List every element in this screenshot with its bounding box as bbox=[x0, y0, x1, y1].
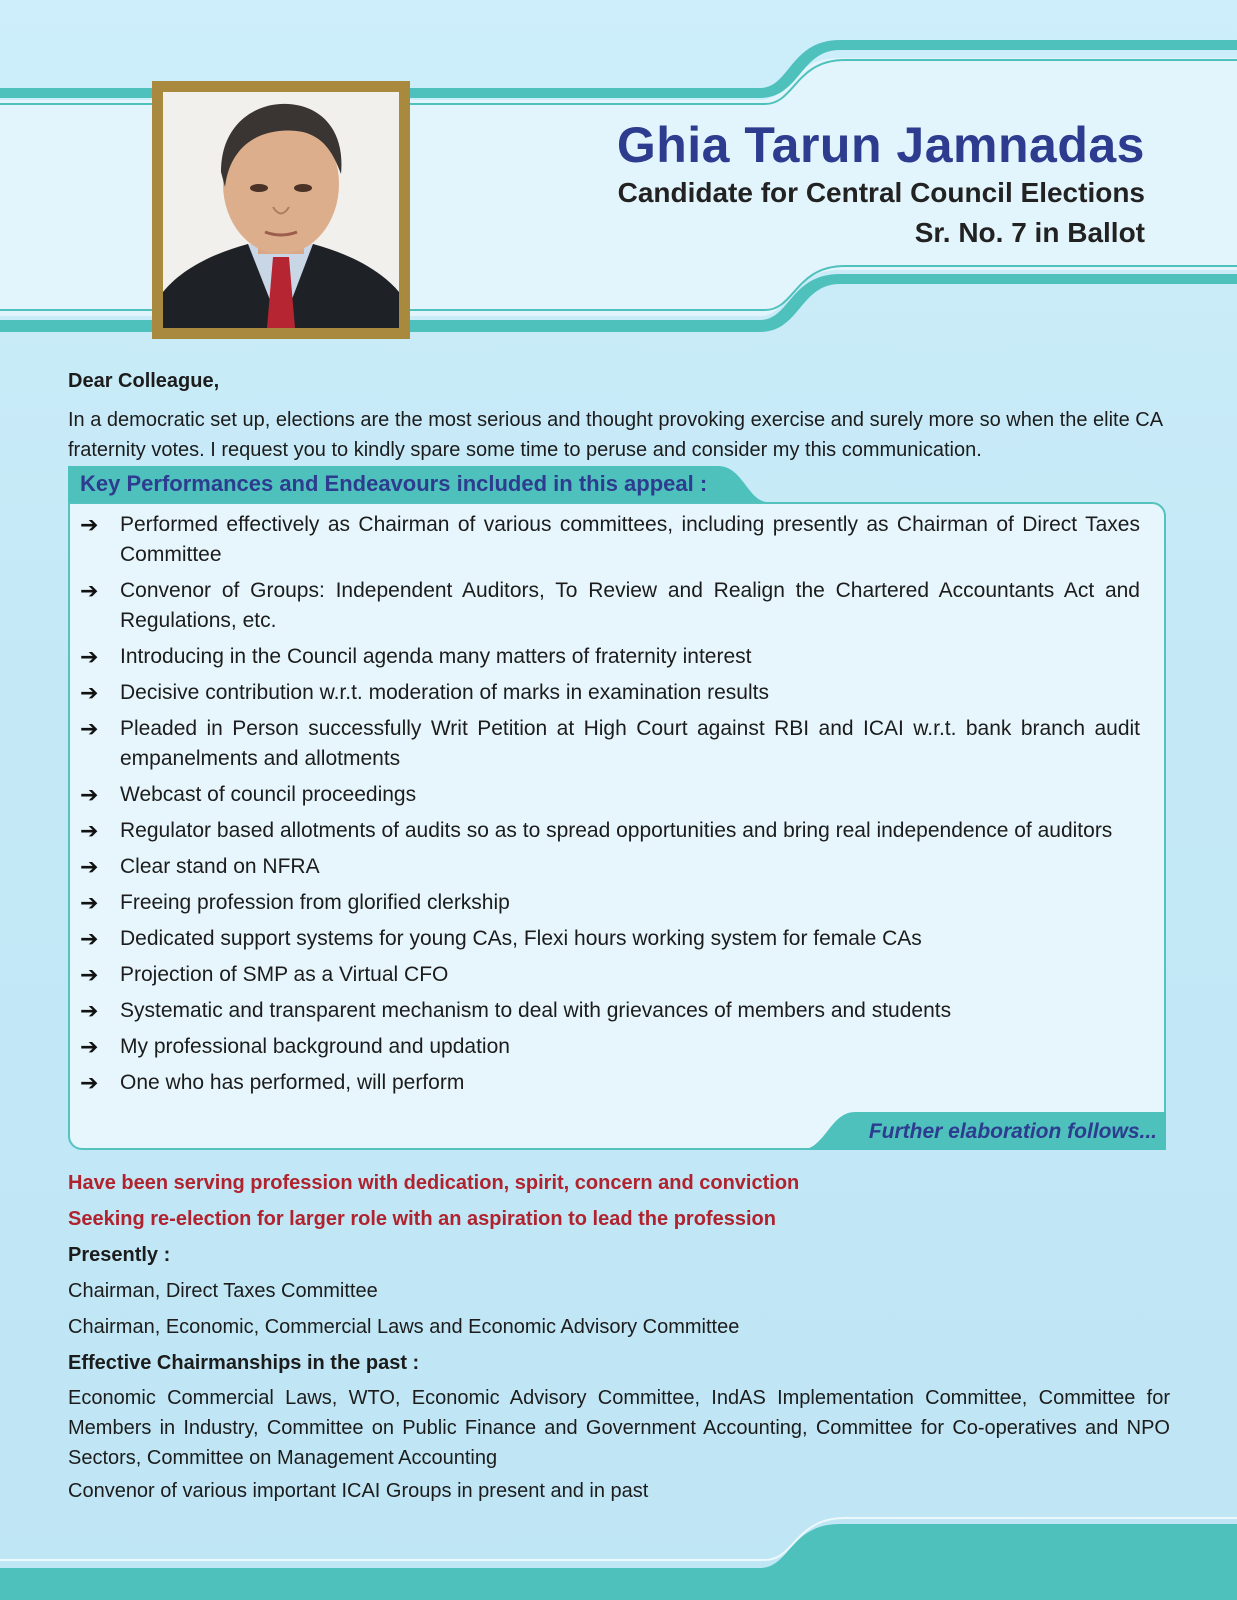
list-item-text: One who has performed, will perform bbox=[120, 1071, 465, 1094]
list-item bbox=[80, 780, 1140, 810]
list-item bbox=[80, 714, 1140, 774]
key-performances-list bbox=[80, 510, 1140, 1104]
list-item bbox=[80, 888, 1140, 918]
list-item-text: Freeing profession from glorified clerkship bbox=[120, 891, 510, 914]
statement-re-election: Seeking re-election for larger role with an aspiration to lead the profession bbox=[68, 1208, 776, 1230]
list-item-text: Pleaded in Person successfully Writ Petition at High Court against RBI and ICAI w.r.t. bank branch audit empanelments and allotments bbox=[120, 717, 1140, 770]
arrow-right-icon: ➔ bbox=[80, 578, 99, 603]
list-item-text: Webcast of council proceedings bbox=[120, 783, 417, 806]
presently-item: Chairman, Economic, Commercial Laws and Economic Advisory Committee bbox=[68, 1316, 740, 1338]
convenor-note: Convenor of various important ICAI Groups in present and in past bbox=[68, 1480, 649, 1502]
photo-frame bbox=[152, 81, 410, 339]
list-item bbox=[80, 996, 1140, 1026]
arrow-right-icon: ➔ bbox=[80, 782, 99, 807]
arrow-right-icon: ➔ bbox=[80, 854, 99, 879]
further-elaboration-note: Further elaboration follows... bbox=[868, 1120, 1157, 1143]
presently-heading: Presently : bbox=[68, 1244, 171, 1266]
arrow-right-icon: ➔ bbox=[80, 926, 99, 951]
key-performances-title: Key Performances and Endeavours included in this appeal : bbox=[80, 471, 708, 496]
list-item-text: Systematic and transparent mechanism to deal with grievances of members and students bbox=[120, 999, 952, 1022]
list-item-text: Introducing in the Council agenda many matters of fraternity interest bbox=[120, 645, 752, 668]
list-item bbox=[80, 642, 1140, 672]
arrow-right-icon: ➔ bbox=[80, 512, 99, 537]
arrow-right-icon: ➔ bbox=[80, 998, 99, 1023]
list-item-text: Convenor of Groups: Independent Auditors, To Review and Realign the Chartered Accountants Act and Regulations, etc. bbox=[120, 579, 1140, 632]
arrow-right-icon: ➔ bbox=[80, 962, 99, 987]
arrow-right-icon: ➔ bbox=[80, 1034, 99, 1059]
list-item-text: Projection of SMP as a Virtual CFO bbox=[120, 963, 449, 986]
intro-paragraph: In a democratic set up, elections are the most serious and thought provoking exercise and surely more so when the elite CA fraternity votes. I request you to kindly spare some time to peruse and consider my this communication. bbox=[68, 409, 1162, 461]
arrow-right-icon: ➔ bbox=[80, 644, 99, 669]
list-item bbox=[80, 816, 1140, 846]
list-item bbox=[80, 1032, 1140, 1062]
list-item bbox=[80, 852, 1140, 882]
greeting: Dear Colleague, bbox=[68, 370, 220, 392]
arrow-right-icon: ➔ bbox=[80, 818, 99, 843]
arrow-right-icon: ➔ bbox=[80, 680, 99, 705]
list-item-text: Dedicated support systems for young CAs, Flexi hours working system for female CAs bbox=[120, 927, 922, 950]
list-item bbox=[80, 1068, 1140, 1098]
list-item-text: My professional background and updation bbox=[120, 1035, 510, 1058]
portrait-illustration bbox=[163, 92, 399, 328]
list-item bbox=[80, 924, 1140, 954]
arrow-right-icon: ➔ bbox=[80, 1070, 99, 1095]
list-item bbox=[80, 678, 1140, 708]
ballot-number: Sr. No. 7 in Ballot bbox=[914, 217, 1145, 248]
candidate-subtitle: Candidate for Central Council Elections bbox=[617, 177, 1145, 208]
list-item bbox=[80, 960, 1140, 990]
candidate-portrait bbox=[163, 92, 399, 328]
list-item bbox=[80, 576, 1140, 636]
footer-fill bbox=[0, 1524, 1237, 1600]
presently-item: Chairman, Direct Taxes Committee bbox=[68, 1280, 378, 1302]
title-block bbox=[617, 118, 1145, 249]
list-item-text: Regulator based allotments of audits so as to spread opportunities and bring real independence of auditors bbox=[120, 819, 1113, 842]
list-item bbox=[80, 510, 1140, 570]
list-item-text: Decisive contribution w.r.t. moderation of marks in examination results bbox=[120, 681, 769, 704]
arrow-right-icon: ➔ bbox=[80, 890, 99, 915]
list-item-text: Performed effectively as Chairman of various committees, including presently as Chairman of Direct Taxes Committee bbox=[120, 513, 1140, 566]
past-chairmanships: Economic Commercial Laws, WTO, Economic Advisory Committee, IndAS Implementation Committee, Committee for Members in Industry, Committee on Public Finance and Government Accounting, Committee for Co-operatives and NPO Sectors, Committee on Management Accounting bbox=[68, 1387, 1170, 1469]
footer-band bbox=[0, 1510, 1237, 1600]
past-heading: Effective Chairmanships in the past : bbox=[68, 1352, 420, 1374]
candidate-name: Ghia Tarun Jamnadas bbox=[616, 117, 1145, 173]
list-item-text: Clear stand on NFRA bbox=[120, 855, 320, 878]
statement-serving: Have been serving profession with dedication, spirit, concern and conviction bbox=[68, 1172, 800, 1194]
arrow-right-icon: ➔ bbox=[80, 716, 99, 741]
